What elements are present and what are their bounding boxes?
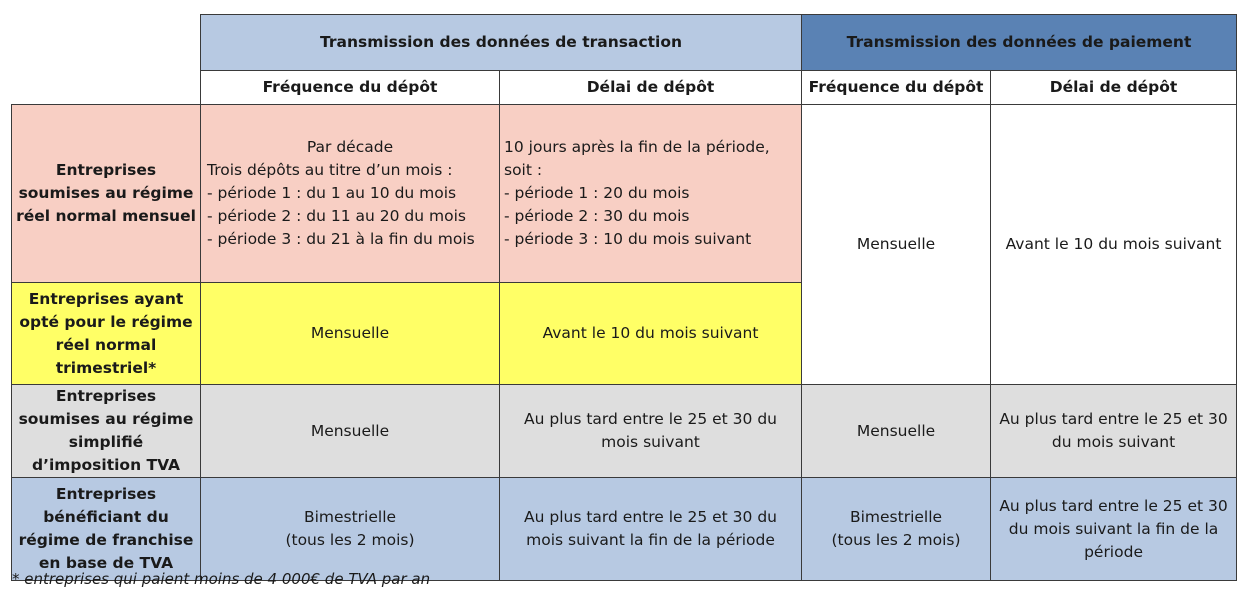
cell-franchise-tx-frequency	[201, 478, 500, 581]
row-label-reel-mensuel: Entreprises soumises au régime réel normal mensuel	[12, 105, 201, 283]
cell-simplifie-tx-delay: Au plus tard entre le 25 et 30 du mois suivant	[500, 385, 802, 478]
cell-franchise-tx-delay: Au plus tard entre le 25 et 30 du mois suivant la fin de la période	[500, 478, 802, 581]
payment-group-header: Transmission des données de paiement	[802, 15, 1237, 71]
tx-frequency-line: - période 3 : du 21 à la fin du mois	[207, 230, 475, 248]
row-label-reel-trimestriel: Entreprises ayant opté pour le régime réel normal trimestriel*	[12, 283, 201, 385]
tx-delay-line: 10 jours après la fin de la période,	[504, 138, 770, 156]
cell-reel-mensuel-tx-frequency	[201, 105, 500, 283]
tx-delay-line: - période 2 : 30 du mois	[504, 207, 690, 225]
cell-simplifie-pay-delay: Au plus tard entre le 25 et 30 du mois suivant	[991, 385, 1237, 478]
tx-delay-header: Délai de dépôt	[500, 71, 802, 105]
tx-frequency-line: - période 1 : du 1 au 10 du mois	[207, 184, 457, 202]
frequency-note: (tous les 2 mois)	[285, 531, 415, 549]
row-reel-mensuel	[12, 105, 1237, 283]
row-simplifie	[12, 385, 1237, 478]
cell-trimestriel-tx-delay: Avant le 10 du mois suivant	[500, 283, 802, 385]
row-label-simplifie: Entreprises soumises au régime simplifié d’imposition TVA	[12, 385, 201, 478]
frequency-value: Bimestrielle	[303, 508, 397, 526]
tx-delay-line: soit :	[504, 161, 543, 179]
transaction-group-header: Transmission des données de transaction	[201, 15, 802, 71]
cell-trimestriel-tx-frequency: Mensuelle	[201, 283, 500, 385]
tx-delay-line: - période 1 : 20 du mois	[504, 184, 690, 202]
empty-corner-cell	[12, 15, 201, 71]
row-franchise	[12, 478, 1237, 581]
cell-reel-pay-delay: Avant le 10 du mois suivant	[991, 105, 1237, 385]
cell-reel-pay-frequency: Mensuelle	[802, 105, 991, 385]
group-header-row	[12, 15, 1237, 71]
frequency-note: (tous les 2 mois)	[831, 531, 961, 549]
row-label-franchise: Entreprises bénéficiant du régime de franchise en base de TVA	[12, 478, 201, 581]
sub-header-row	[12, 71, 1237, 105]
tx-delay-line: - période 3 : 10 du mois suivant	[504, 230, 752, 248]
frequency-value: Bimestrielle	[849, 508, 943, 526]
tx-frequency-title: Par décade	[306, 138, 394, 156]
cell-reel-mensuel-tx-delay	[500, 105, 802, 283]
cell-franchise-pay-frequency	[802, 478, 991, 581]
pay-frequency-header: Fréquence du dépôt	[802, 71, 991, 105]
empty-corner-cell-2	[12, 71, 201, 105]
tx-frequency-line: Trois dépôts au titre d’un mois :	[207, 161, 453, 179]
cell-simplifie-pay-frequency: Mensuelle	[802, 385, 991, 478]
tva-regime-table	[11, 14, 1237, 581]
tx-frequency-header: Fréquence du dépôt	[201, 71, 500, 105]
cell-simplifie-tx-frequency: Mensuelle	[201, 385, 500, 478]
cell-franchise-pay-delay: Au plus tard entre le 25 et 30 du mois suivant la fin de la période	[991, 478, 1237, 581]
tx-frequency-line: - période 2 : du 11 au 20 du mois	[207, 207, 466, 225]
footnote: * entreprises qui paient moins de 4 000€ de TVA par an	[12, 570, 431, 588]
pay-delay-header: Délai de dépôt	[991, 71, 1237, 105]
